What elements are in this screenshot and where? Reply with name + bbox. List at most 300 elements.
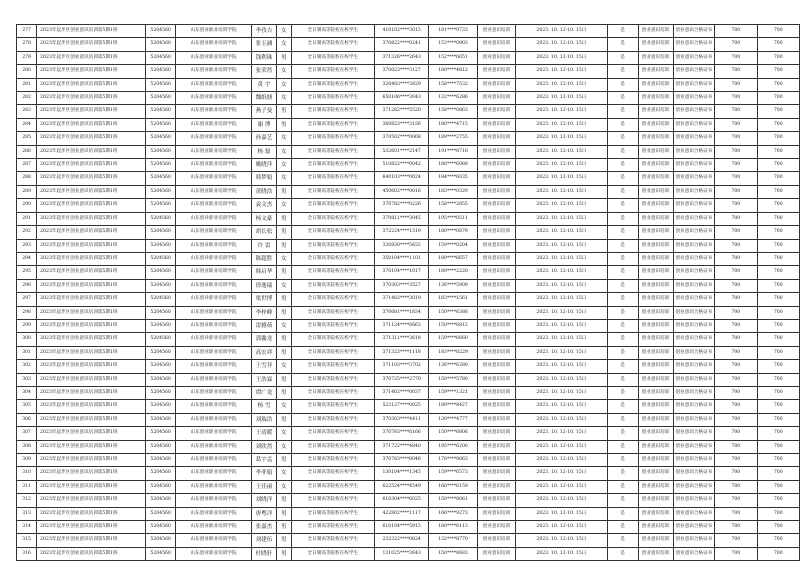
sex-cell: 男 (276, 333, 291, 346)
paid-amount-cell: 700 (757, 427, 799, 440)
period-cell: 2023. 10. 12-10. 15日 (516, 319, 608, 332)
table-row (17, 440, 800, 453)
subsidy-amount-cell: 700 (715, 51, 757, 64)
identity-cell: 全日制高等院校在校学生 (291, 360, 374, 373)
class-name-cell: 2023年起步区创业意识培训第5期1班 (37, 25, 146, 38)
phone-cell: 191****8716 (429, 145, 478, 158)
phone-cell: 189****8427 (429, 400, 478, 413)
row-number: 315 (17, 534, 37, 547)
period-cell: 2023. 10. 12-10. 15日 (516, 92, 608, 105)
phone-cell: 180****6113 (429, 521, 478, 534)
certificate-cell: 创业意识合格证书 (673, 454, 715, 467)
row-number: 291 (17, 212, 37, 225)
certificate-cell: 创业意识合格证书 (673, 467, 715, 480)
certificate-cell: 创业意识合格证书 (673, 400, 715, 413)
cert-course-cell: 创业意识培训 (638, 413, 673, 426)
row-number: 310 (17, 467, 37, 480)
sex-cell: 男 (276, 185, 291, 198)
institution-cell: 山东创业职业培训学院 (175, 172, 251, 185)
passed-cell: 是 (607, 413, 638, 426)
class-code-cell: 5204560 (146, 65, 176, 78)
class-name-cell: 2023年起步区创业意识培训第5期1班 (37, 185, 146, 198)
institution-cell: 山东创业职业培训学院 (175, 454, 251, 467)
class-code-cell: 5204560 (146, 373, 176, 386)
sex-cell: 男 (276, 373, 291, 386)
table-row (17, 65, 800, 78)
cert-course-cell: 创业意识培训 (638, 65, 673, 78)
passed-cell: 是 (607, 467, 638, 480)
subsidy-amount-cell: 700 (715, 494, 757, 507)
paid-amount-cell: 700 (757, 199, 799, 212)
certificate-cell: 创业意识合格证书 (673, 360, 715, 373)
class-code-cell: 5204560 (146, 507, 176, 520)
subsidy-amount-cell: 700 (715, 480, 757, 493)
class-name-cell: 2023年起步区创业意识培训第5期1班 (37, 400, 146, 413)
institution-cell: 山东创业职业培训学院 (175, 547, 251, 560)
certificate-cell: 创业意识合格证书 (673, 65, 715, 78)
identity-cell: 全日制高等院校在校学生 (291, 199, 374, 212)
paid-amount-cell: 700 (757, 373, 799, 386)
phone-cell: 136****5909 (429, 279, 478, 292)
certificate-cell: 创业意识合格证书 (673, 534, 715, 547)
trainee-name-cell: 张玉涵 (252, 38, 277, 51)
institution-cell: 山东创业职业培训学院 (175, 65, 251, 78)
certificate-cell: 创业意识合格证书 (673, 279, 715, 292)
subsidy-amount-cell: 700 (715, 266, 757, 279)
paid-amount-cell: 700 (757, 185, 799, 198)
cert-course-cell: 创业意识培训 (638, 118, 673, 131)
period-cell: 2023. 10. 12-10. 15日 (516, 172, 608, 185)
row-number: 277 (17, 25, 37, 38)
identity-cell: 全日制高等院校在校学生 (291, 346, 374, 359)
period-cell: 2023. 10. 12-10. 15日 (516, 145, 608, 158)
period-cell: 2023. 10. 12-10. 15日 (516, 118, 608, 131)
period-cell: 2023. 10. 12-10. 15日 (516, 252, 608, 265)
passed-cell: 是 (607, 239, 638, 252)
id-number-cell: 370782****0226 (375, 199, 429, 212)
id-number-cell: 370303****4411 (375, 413, 429, 426)
trainee-name-cell: 孙嘉艺 (252, 132, 277, 145)
class-name-cell: 2023年起步区创业意识培训第5期1班 (37, 494, 146, 507)
table-row (17, 132, 800, 145)
subsidy-amount-cell: 700 (715, 413, 757, 426)
phone-cell: 183****8229 (429, 346, 478, 359)
trainee-name-cell: 刘建伍 (252, 534, 277, 547)
class-name-cell: 2023年起步区创业意识培训第5期1班 (37, 145, 146, 158)
period-cell: 2023. 10. 12-10. 15日 (516, 440, 608, 453)
paid-amount-cell: 700 (757, 440, 799, 453)
passed-cell: 是 (607, 212, 638, 225)
passed-cell: 是 (607, 360, 638, 373)
class-name-cell: 2023年起步区创业意识培训第5期1班 (37, 239, 146, 252)
cert-course-cell: 创业意识培训 (638, 333, 673, 346)
phone-cell: 150****8061 (429, 494, 478, 507)
class-code-cell: 5204560 (146, 360, 176, 373)
certificate-cell: 创业意识合格证书 (673, 105, 715, 118)
cert-course-cell: 创业意识培训 (638, 440, 673, 453)
identity-cell: 全日制高等院校在校学生 (291, 386, 374, 399)
table-row (17, 212, 800, 225)
id-number-cell: 371282****5520 (375, 105, 429, 118)
course-cell: 创业意识培训 (477, 118, 515, 131)
identity-cell: 全日制高等院校在校学生 (291, 427, 374, 440)
phone-cell: 159****1321 (429, 386, 478, 399)
course-cell: 创业意识培训 (477, 494, 515, 507)
certificate-cell: 创业意识合格证书 (673, 25, 715, 38)
trainee-name-cell: 韩梦娟 (252, 172, 277, 185)
row-number: 308 (17, 440, 37, 453)
course-cell: 创业意识培训 (477, 78, 515, 91)
passed-cell: 是 (607, 306, 638, 319)
trainee-name-cell: 谭广龙 (252, 386, 277, 399)
trainee-name-cell: 张荣然 (252, 65, 277, 78)
sex-cell: 女 (276, 252, 291, 265)
class-name-cell: 2023年起步区创业意识培训第5期1班 (37, 105, 146, 118)
trainee-name-cell: 王雪菲 (252, 360, 277, 373)
certificate-cell: 创业意识合格证书 (673, 78, 715, 91)
course-cell: 创业意识培训 (477, 159, 515, 172)
period-cell: 2023. 10. 12-10. 15日 (516, 360, 608, 373)
certificate-cell: 创业意识合格证书 (673, 319, 715, 332)
class-code-cell: 5204560 (146, 319, 176, 332)
passed-cell: 是 (607, 25, 638, 38)
institution-cell: 山东创业职业培训学院 (175, 494, 251, 507)
cert-course-cell: 创业意识培训 (638, 38, 673, 51)
sex-cell: 男 (276, 266, 291, 279)
passed-cell: 是 (607, 346, 638, 359)
identity-cell: 全日制高等院校在校学生 (291, 252, 374, 265)
phone-cell: 189****2220 (429, 266, 478, 279)
passed-cell: 是 (607, 427, 638, 440)
phone-cell: 188****6088 (429, 159, 478, 172)
course-cell: 创业意识培训 (477, 51, 515, 64)
certificate-cell: 创业意识合格证书 (673, 145, 715, 158)
institution-cell: 山东创业职业培训学院 (175, 145, 251, 158)
class-name-cell: 2023年起步区创业意识培训第5期1班 (37, 346, 146, 359)
phone-cell: 184****6035 (429, 172, 478, 185)
period-cell: 2023. 10. 12-10. 15日 (516, 400, 608, 413)
id-number-cell: 371311****3618 (375, 333, 429, 346)
sex-cell: 女 (276, 467, 291, 480)
identity-cell: 全日制高等院校在校学生 (291, 145, 374, 158)
subsidy-amount-cell: 700 (715, 534, 757, 547)
course-cell: 创业意识培训 (477, 373, 515, 386)
paid-amount-cell: 700 (757, 279, 799, 292)
sex-cell: 女 (276, 132, 291, 145)
cert-course-cell: 创业意识培训 (638, 360, 673, 373)
institution-cell: 山东创业职业培训学院 (175, 159, 251, 172)
sex-cell: 男 (276, 105, 291, 118)
row-number: 286 (17, 145, 37, 158)
identity-cell: 全日制高等院校在校学生 (291, 454, 374, 467)
certificate-cell: 创业意识合格证书 (673, 427, 715, 440)
institution-cell: 山东创业职业培训学院 (175, 373, 251, 386)
row-number: 309 (17, 454, 37, 467)
subsidy-amount-cell: 700 (715, 467, 757, 480)
id-number-cell: 232322****0824 (375, 534, 429, 547)
passed-cell: 是 (607, 534, 638, 547)
class-name-cell: 2023年起步区创业意识培训第5期1班 (37, 386, 146, 399)
table-row (17, 172, 800, 185)
sex-cell: 男 (276, 293, 291, 306)
period-cell: 2023. 10. 12-10. 15日 (516, 494, 608, 507)
class-name-cell: 2023年起步区创业意识培训第5期1班 (37, 333, 146, 346)
table-row (17, 427, 800, 440)
class-code-cell: 5204560 (146, 145, 176, 158)
class-name-cell: 2023年起步区创业意识培训第5期1班 (37, 534, 146, 547)
class-name-cell: 2023年起步区创业意识培训第5期1班 (37, 507, 146, 520)
sex-cell: 女 (276, 199, 291, 212)
subsidy-amount-cell: 700 (715, 159, 757, 172)
identity-cell: 全日制高等院校在校学生 (291, 78, 374, 91)
passed-cell: 是 (607, 400, 638, 413)
institution-cell: 山东创业职业培训学院 (175, 105, 251, 118)
phone-cell: 158****2855 (429, 199, 478, 212)
id-number-cell: 640103****0024 (375, 172, 429, 185)
sex-cell: 男 (276, 534, 291, 547)
phone-cell: 136****6280 (429, 360, 478, 373)
certificate-cell: 创业意识合格证书 (673, 38, 715, 51)
sex-cell: 男 (276, 239, 291, 252)
identity-cell: 全日制高等院校在校学生 (291, 413, 374, 426)
passed-cell: 是 (607, 51, 638, 64)
certificate-cell: 创业意识合格证书 (673, 507, 715, 520)
subsidy-amount-cell: 700 (715, 427, 757, 440)
phone-cell: 150****6386 (429, 306, 478, 319)
paid-amount-cell: 700 (757, 78, 799, 91)
passed-cell: 是 (607, 252, 638, 265)
sex-cell: 女 (276, 400, 291, 413)
row-number: 316 (17, 547, 37, 560)
paid-amount-cell: 700 (757, 400, 799, 413)
period-cell: 2023. 10. 12-10. 15日 (516, 547, 608, 560)
period-cell: 2023. 10. 12-10. 15日 (516, 413, 608, 426)
passed-cell: 是 (607, 159, 638, 172)
course-cell: 创业意识培训 (477, 252, 515, 265)
institution-cell: 山东创业职业培训学院 (175, 480, 251, 493)
table-row (17, 346, 800, 359)
id-number-cell: 320483****3829 (375, 78, 429, 91)
phone-cell: 153****0903 (429, 38, 478, 51)
course-cell: 创业意识培训 (477, 507, 515, 520)
cert-course-cell: 创业意识培训 (638, 454, 673, 467)
passed-cell: 是 (607, 333, 638, 346)
passed-cell: 是 (607, 185, 638, 198)
identity-cell: 全日制高等院校在校学生 (291, 185, 374, 198)
row-number: 302 (17, 360, 37, 373)
sex-cell: 女 (276, 279, 291, 292)
row-number: 279 (17, 51, 37, 64)
id-number-cell: 370502****0068 (375, 132, 429, 145)
period-cell: 2023. 10. 12-10. 15日 (516, 454, 608, 467)
table-row (17, 319, 800, 332)
class-code-cell: 5204560 (146, 467, 176, 480)
row-number: 311 (17, 480, 37, 493)
identity-cell: 全日制高等院校在校学生 (291, 319, 374, 332)
id-number-cell: 370303****3527 (375, 279, 429, 292)
paid-amount-cell: 700 (757, 252, 799, 265)
course-cell: 创业意识培训 (477, 534, 515, 547)
class-code-cell: 5204560 (146, 494, 176, 507)
table-row (17, 534, 800, 547)
sex-cell: 女 (276, 172, 291, 185)
paid-amount-cell: 700 (757, 25, 799, 38)
phone-cell: 158****7532 (429, 78, 478, 91)
sex-cell: 男 (276, 454, 291, 467)
table-row (17, 454, 800, 467)
paid-amount-cell: 700 (757, 293, 799, 306)
course-cell: 创业意识培训 (477, 145, 515, 158)
certificate-cell: 创业意识合格证书 (673, 440, 715, 453)
class-name-cell: 2023年起步区创业意识培训第5期1班 (37, 279, 146, 292)
cert-course-cell: 创业意识培训 (638, 480, 673, 493)
class-code-cell: 5204560 (146, 266, 176, 279)
id-number-cell: 370725****2770 (375, 373, 429, 386)
subsidy-amount-cell: 700 (715, 105, 757, 118)
course-cell: 创业意识培训 (477, 293, 515, 306)
cert-course-cell: 创业意识培训 (638, 78, 673, 91)
institution-cell: 山东创业职业培训学院 (175, 239, 251, 252)
institution-cell: 山东创业职业培训学院 (175, 266, 251, 279)
cert-course-cell: 创业意识培训 (638, 373, 673, 386)
paid-amount-cell: 700 (757, 306, 799, 319)
table-row (17, 118, 800, 131)
phone-cell: 166****6159 (429, 480, 478, 493)
course-cell: 创业意识培训 (477, 454, 515, 467)
class-code-cell: 5204560 (146, 199, 176, 212)
institution-cell: 山东创业职业培训学院 (175, 252, 251, 265)
institution-cell: 山东创业职业培训学院 (175, 38, 251, 51)
paid-amount-cell: 700 (757, 507, 799, 520)
row-number: 298 (17, 306, 37, 319)
period-cell: 2023. 10. 12-10. 15日 (516, 78, 608, 91)
institution-cell: 山东创业职业培训学院 (175, 507, 251, 520)
phone-cell: 130****4777 (429, 413, 478, 426)
sex-cell: 女 (276, 25, 291, 38)
paid-amount-cell: 700 (757, 118, 799, 131)
paid-amount-cell: 700 (757, 51, 799, 64)
identity-cell: 全日制高等院校在校学生 (291, 132, 374, 145)
subsidy-amount-cell: 700 (715, 440, 757, 453)
trainee-table (16, 24, 800, 561)
sex-cell: 男 (276, 494, 291, 507)
paid-amount-cell: 700 (757, 333, 799, 346)
trainee-name-cell: 魏纸塘 (252, 92, 277, 105)
trainee-name-cell: 高宏祥 (252, 346, 277, 359)
certificate-cell: 创业意识合格证书 (673, 51, 715, 64)
identity-cell: 全日制高等院校在校学生 (291, 92, 374, 105)
sex-cell: 女 (276, 360, 291, 373)
institution-cell: 山东创业职业培训学院 (175, 319, 251, 332)
row-number: 301 (17, 346, 37, 359)
certificate-cell: 创业意识合格证书 (673, 333, 715, 346)
row-number: 288 (17, 172, 37, 185)
id-number-cell: 532601****2147 (375, 145, 429, 158)
course-cell: 创业意识培训 (477, 360, 515, 373)
table-row (17, 78, 800, 91)
course-cell: 创业意识培训 (477, 480, 515, 493)
cert-course-cell: 创业意识培训 (638, 92, 673, 105)
row-number: 280 (17, 65, 37, 78)
identity-cell: 全日制高等院校在校学生 (291, 521, 374, 534)
sex-cell: 女 (276, 78, 291, 91)
passed-cell: 是 (607, 226, 638, 239)
identity-cell: 全日制高等院校在校学生 (291, 65, 374, 78)
course-cell: 创业意识培训 (477, 65, 515, 78)
table-row (17, 226, 800, 239)
class-code-cell: 5204560 (146, 38, 176, 51)
period-cell: 2023. 10. 12-10. 15日 (516, 306, 608, 319)
class-code-cell: 5204560 (146, 212, 176, 225)
id-number-cell: 370681****1834 (375, 306, 429, 319)
institution-cell: 山东创业职业培训学院 (175, 92, 251, 105)
passed-cell: 是 (607, 132, 638, 145)
row-number: 287 (17, 159, 37, 172)
period-cell: 2023. 10. 12-10. 15日 (516, 38, 608, 51)
table-row (17, 266, 800, 279)
certificate-cell: 创业意识合格证书 (673, 212, 715, 225)
table-row (17, 199, 800, 212)
row-number: 305 (17, 400, 37, 413)
subsidy-amount-cell: 700 (715, 185, 757, 198)
phone-cell: 180****4812 (429, 65, 478, 78)
table-row (17, 373, 800, 386)
sex-cell: 女 (276, 440, 291, 453)
id-number-cell: 131025****3643 (375, 547, 429, 560)
class-name-cell: 2023年起步区创业意识培训第5期1班 (37, 454, 146, 467)
cert-course-cell: 创业意识培训 (638, 212, 673, 225)
cert-course-cell: 创业意识培训 (638, 400, 673, 413)
institution-cell: 山东创业职业培训学院 (175, 132, 251, 145)
identity-cell: 全日制高等院校在校学生 (291, 373, 374, 386)
subsidy-amount-cell: 700 (715, 333, 757, 346)
row-number: 304 (17, 386, 37, 399)
paid-amount-cell: 700 (757, 480, 799, 493)
trainee-name-cell: 刘晓洋 (252, 494, 277, 507)
subsidy-amount-cell: 700 (715, 373, 757, 386)
row-number: 295 (17, 266, 37, 279)
class-code-cell: 5204560 (146, 132, 176, 145)
subsidy-amount-cell: 700 (715, 65, 757, 78)
course-cell: 创业意识培训 (477, 226, 515, 239)
class-name-cell: 2023年起步区创业意识培训第5期1班 (37, 65, 146, 78)
institution-cell: 山东创业职业培训学院 (175, 413, 251, 426)
subsidy-amount-cell: 700 (715, 360, 757, 373)
class-name-cell: 2023年起步区创业意识培训第5期1班 (37, 319, 146, 332)
course-cell: 创业意识培训 (477, 400, 515, 413)
identity-cell: 全日制高等院校在校学生 (291, 172, 374, 185)
trainee-name-cell: 姚晓萍 (252, 159, 277, 172)
period-cell: 2023. 10. 12-10. 15日 (516, 293, 608, 306)
paid-amount-cell: 700 (757, 145, 799, 158)
class-code-cell: 5204560 (146, 400, 176, 413)
phone-cell: 150****5780 (429, 373, 478, 386)
table-row (17, 521, 800, 534)
row-number: 313 (17, 507, 37, 520)
identity-cell: 全日制高等院校在校学生 (291, 266, 374, 279)
subsidy-amount-cell: 700 (715, 319, 757, 332)
paid-amount-cell: 700 (757, 38, 799, 51)
id-number-cell: 360823****3156 (375, 118, 429, 131)
cert-course-cell: 创业意识培训 (638, 507, 673, 520)
table-row (17, 467, 800, 480)
sex-cell: 女 (276, 319, 291, 332)
class-name-cell: 2023年起步区创业意识培训第5期1班 (37, 172, 146, 185)
period-cell: 2023. 10. 12-10. 15日 (516, 226, 608, 239)
passed-cell: 是 (607, 480, 638, 493)
id-number-cell: 371722****4840 (375, 440, 429, 453)
identity-cell: 全日制高等院校在校学生 (291, 279, 374, 292)
